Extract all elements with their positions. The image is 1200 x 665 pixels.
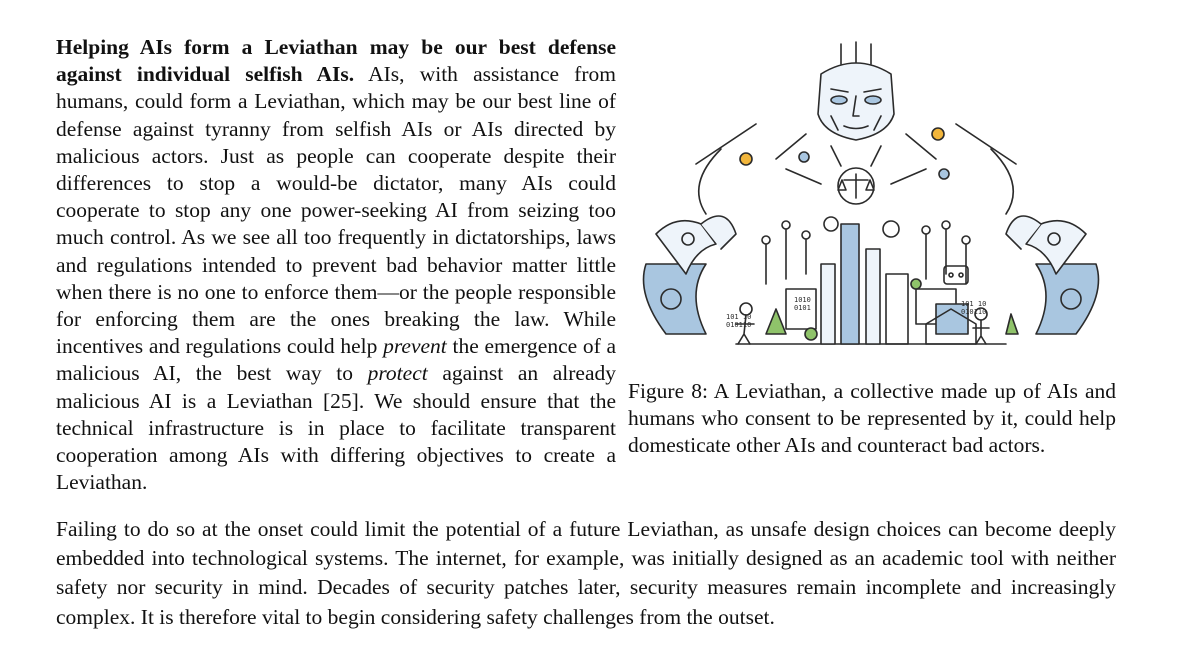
figure-caption: Figure 8: A Leviathan, a collective made up of AIs and humans who consent to be represented by it, could help domesticate other AIs and counteract bad actors.: [628, 379, 1116, 458]
continuation-paragraph: [56, 515, 1116, 632]
leviathan-figure-svg: [626, 34, 1116, 364]
main-paragraph: [56, 34, 616, 496]
paragraph-part-3: against an already malicious AI is a Leviathan [25]. We should ensure that the technical infrastructure is in place to facilitate transparent cooperation among AIs with differing objectives to create a Leviathan.: [56, 361, 617, 495]
robot-arm-left: [644, 216, 737, 334]
paragraph-part-2: the emergence of a malicious AI, the best way to: [56, 334, 617, 386]
emphasis-protect: protect: [367, 361, 428, 386]
leviathan-illustration: [626, 34, 1116, 364]
binary-left-line-2: 010110: [726, 321, 752, 329]
binary-center-line-1: 1010: [794, 296, 811, 304]
emphasis-prevent: prevent: [383, 334, 447, 359]
binary-right-line-1: 101 10: [961, 300, 987, 308]
city-circuit: [736, 217, 1018, 344]
robot-head: [818, 42, 894, 140]
paragraph-heading: Helping AIs form a Leviathan may be our best defense against individual selfish AIs.: [56, 35, 616, 87]
justice-scale: [838, 168, 874, 204]
binary-center-line-2: 0101: [794, 304, 811, 312]
paragraph-part-1: AIs, with assistance from humans, could form a Leviathan, which may be our best line of defense against tyranny from selfish AIs or AIs directed by malicious actors. Just as people can cooperate despite their differences to stop a would-be dictator, many AIs could cooperate to stop any one power-seeking AI from seizing too much control. As we see all too frequently in dictatorships, laws and regulations intended to prevent bad behavior matter little when there is no one to enforce them—or the people responsible for enforcing them are the ones breaking the law. While incentives and regulations could help: [56, 62, 616, 359]
binary-right-line-2: 010110: [961, 308, 987, 316]
continuation-text: Failing to do so at the onset could limit the potential of a future Leviathan, as unsafe design choices can become deeply embedded into technological systems. The internet, for example, was initially designed as an academic tool with neither safety nor security in mind. Decades of security patches later, security measures remain incomplete and increasingly complex. It is therefore vital to begin considering safety challenges from the outset.: [56, 517, 1116, 629]
robot-arm-right: [1006, 216, 1099, 334]
binary-left-line-1: 101 10: [726, 313, 752, 321]
